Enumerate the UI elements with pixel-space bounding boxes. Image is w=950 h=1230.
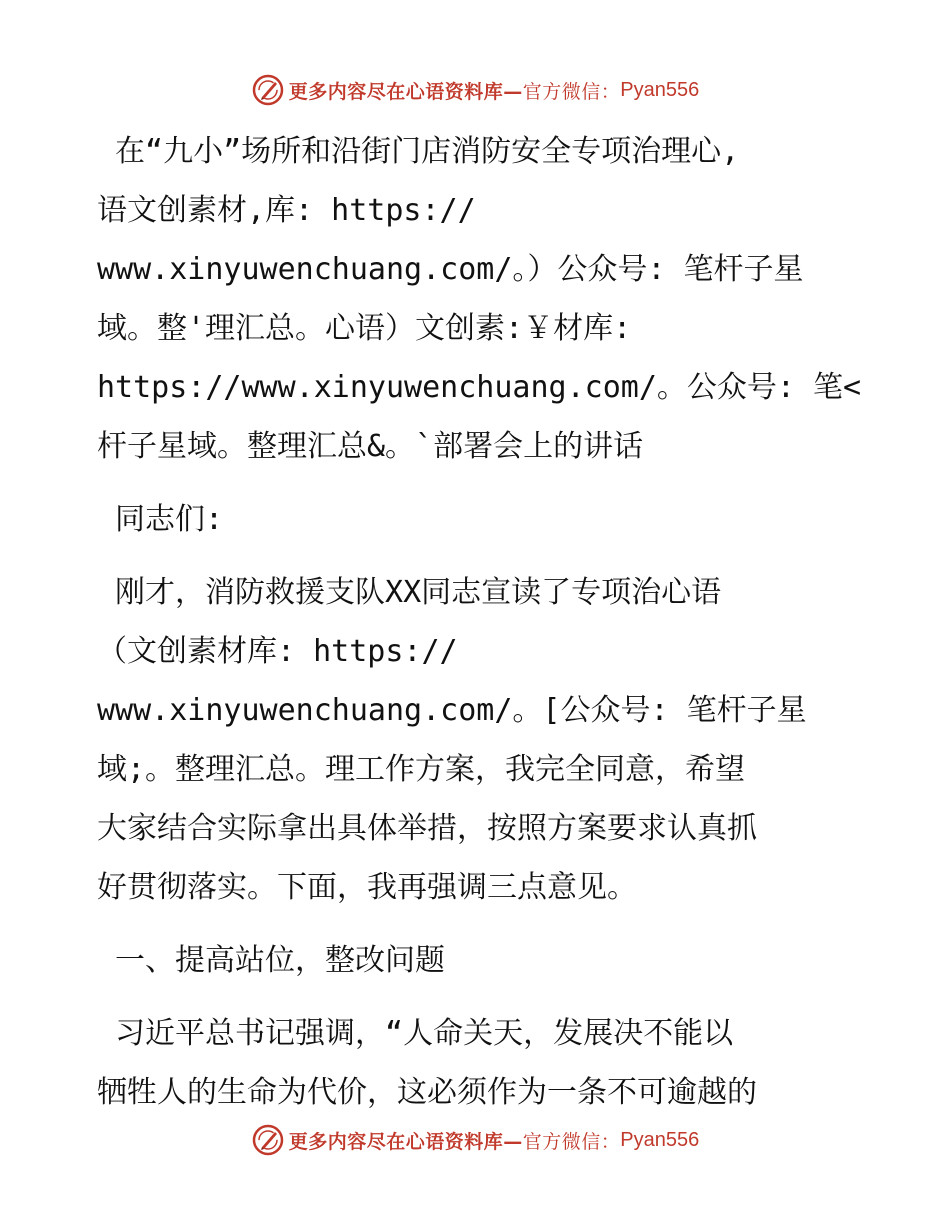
text-line: www.xinyuwenchuang.com/。）公众号: 笔杆子星 (97, 252, 804, 287)
text-line: （文创素材库: https:// (97, 634, 458, 669)
pen-logo-icon (251, 1123, 285, 1157)
text-line: 刚才，消防救援支队XX同志宣读了专项治心语 (97, 575, 722, 610)
paragraph-intro (97, 563, 857, 917)
text-line: 好贯彻落实。下面，我再强调三点意见。 (97, 870, 637, 905)
footer-wechat-label: 官方微信： (522, 1130, 621, 1153)
header-wechat-id: Pyan556 (620, 78, 700, 101)
footer-brand-text: 更多内容尽在心语资料库— (288, 1130, 523, 1153)
text-line: 一、提高站位，整改问题 (97, 943, 446, 978)
footer-wechat-id: Pyan556 (620, 1128, 700, 1151)
document-body (97, 122, 862, 1122)
section-heading (97, 931, 857, 990)
text-line: 在“九小”场所和沿街门店消防安全专项治理心, (97, 134, 740, 169)
text-line: 同志们: (97, 502, 224, 537)
pen-logo-icon (251, 73, 285, 107)
text-line: 域。整'理汇总。心语）文创素:￥材库: (97, 311, 632, 346)
header-watermark-banner (0, 70, 950, 110)
text-line: 牺牲人的生命为代价，这必须作为一条不可逾越的 (97, 1075, 757, 1110)
text-line: 大家结合实际拿出具体举措，按照方案要求认真抓 (97, 811, 757, 846)
text-line: https://www.xinyuwenchuang.com/。公众号: 笔< (97, 370, 862, 405)
text-line: www.xinyuwenchuang.com/。[公众号: 笔杆子星 (97, 693, 807, 728)
text-line: 域;。整理汇总。理工作方案，我完全同意，希望 (97, 752, 746, 787)
text-line: 杆子星域。整理汇总&。`部署会上的讲话 (97, 429, 644, 464)
paragraph-title (97, 122, 862, 476)
text-line: 语文创素材,库: https:// (97, 193, 476, 228)
header-brand-text: 更多内容尽在心语资料库— (288, 80, 523, 103)
footer-watermark-banner (0, 1120, 950, 1160)
paragraph-quote (97, 1004, 857, 1122)
paragraph-salutation (97, 490, 857, 549)
text-line: 习近平总书记强调，“人命关天，发展决不能以 (97, 1016, 734, 1051)
header-wechat-label: 官方微信： (522, 80, 621, 103)
